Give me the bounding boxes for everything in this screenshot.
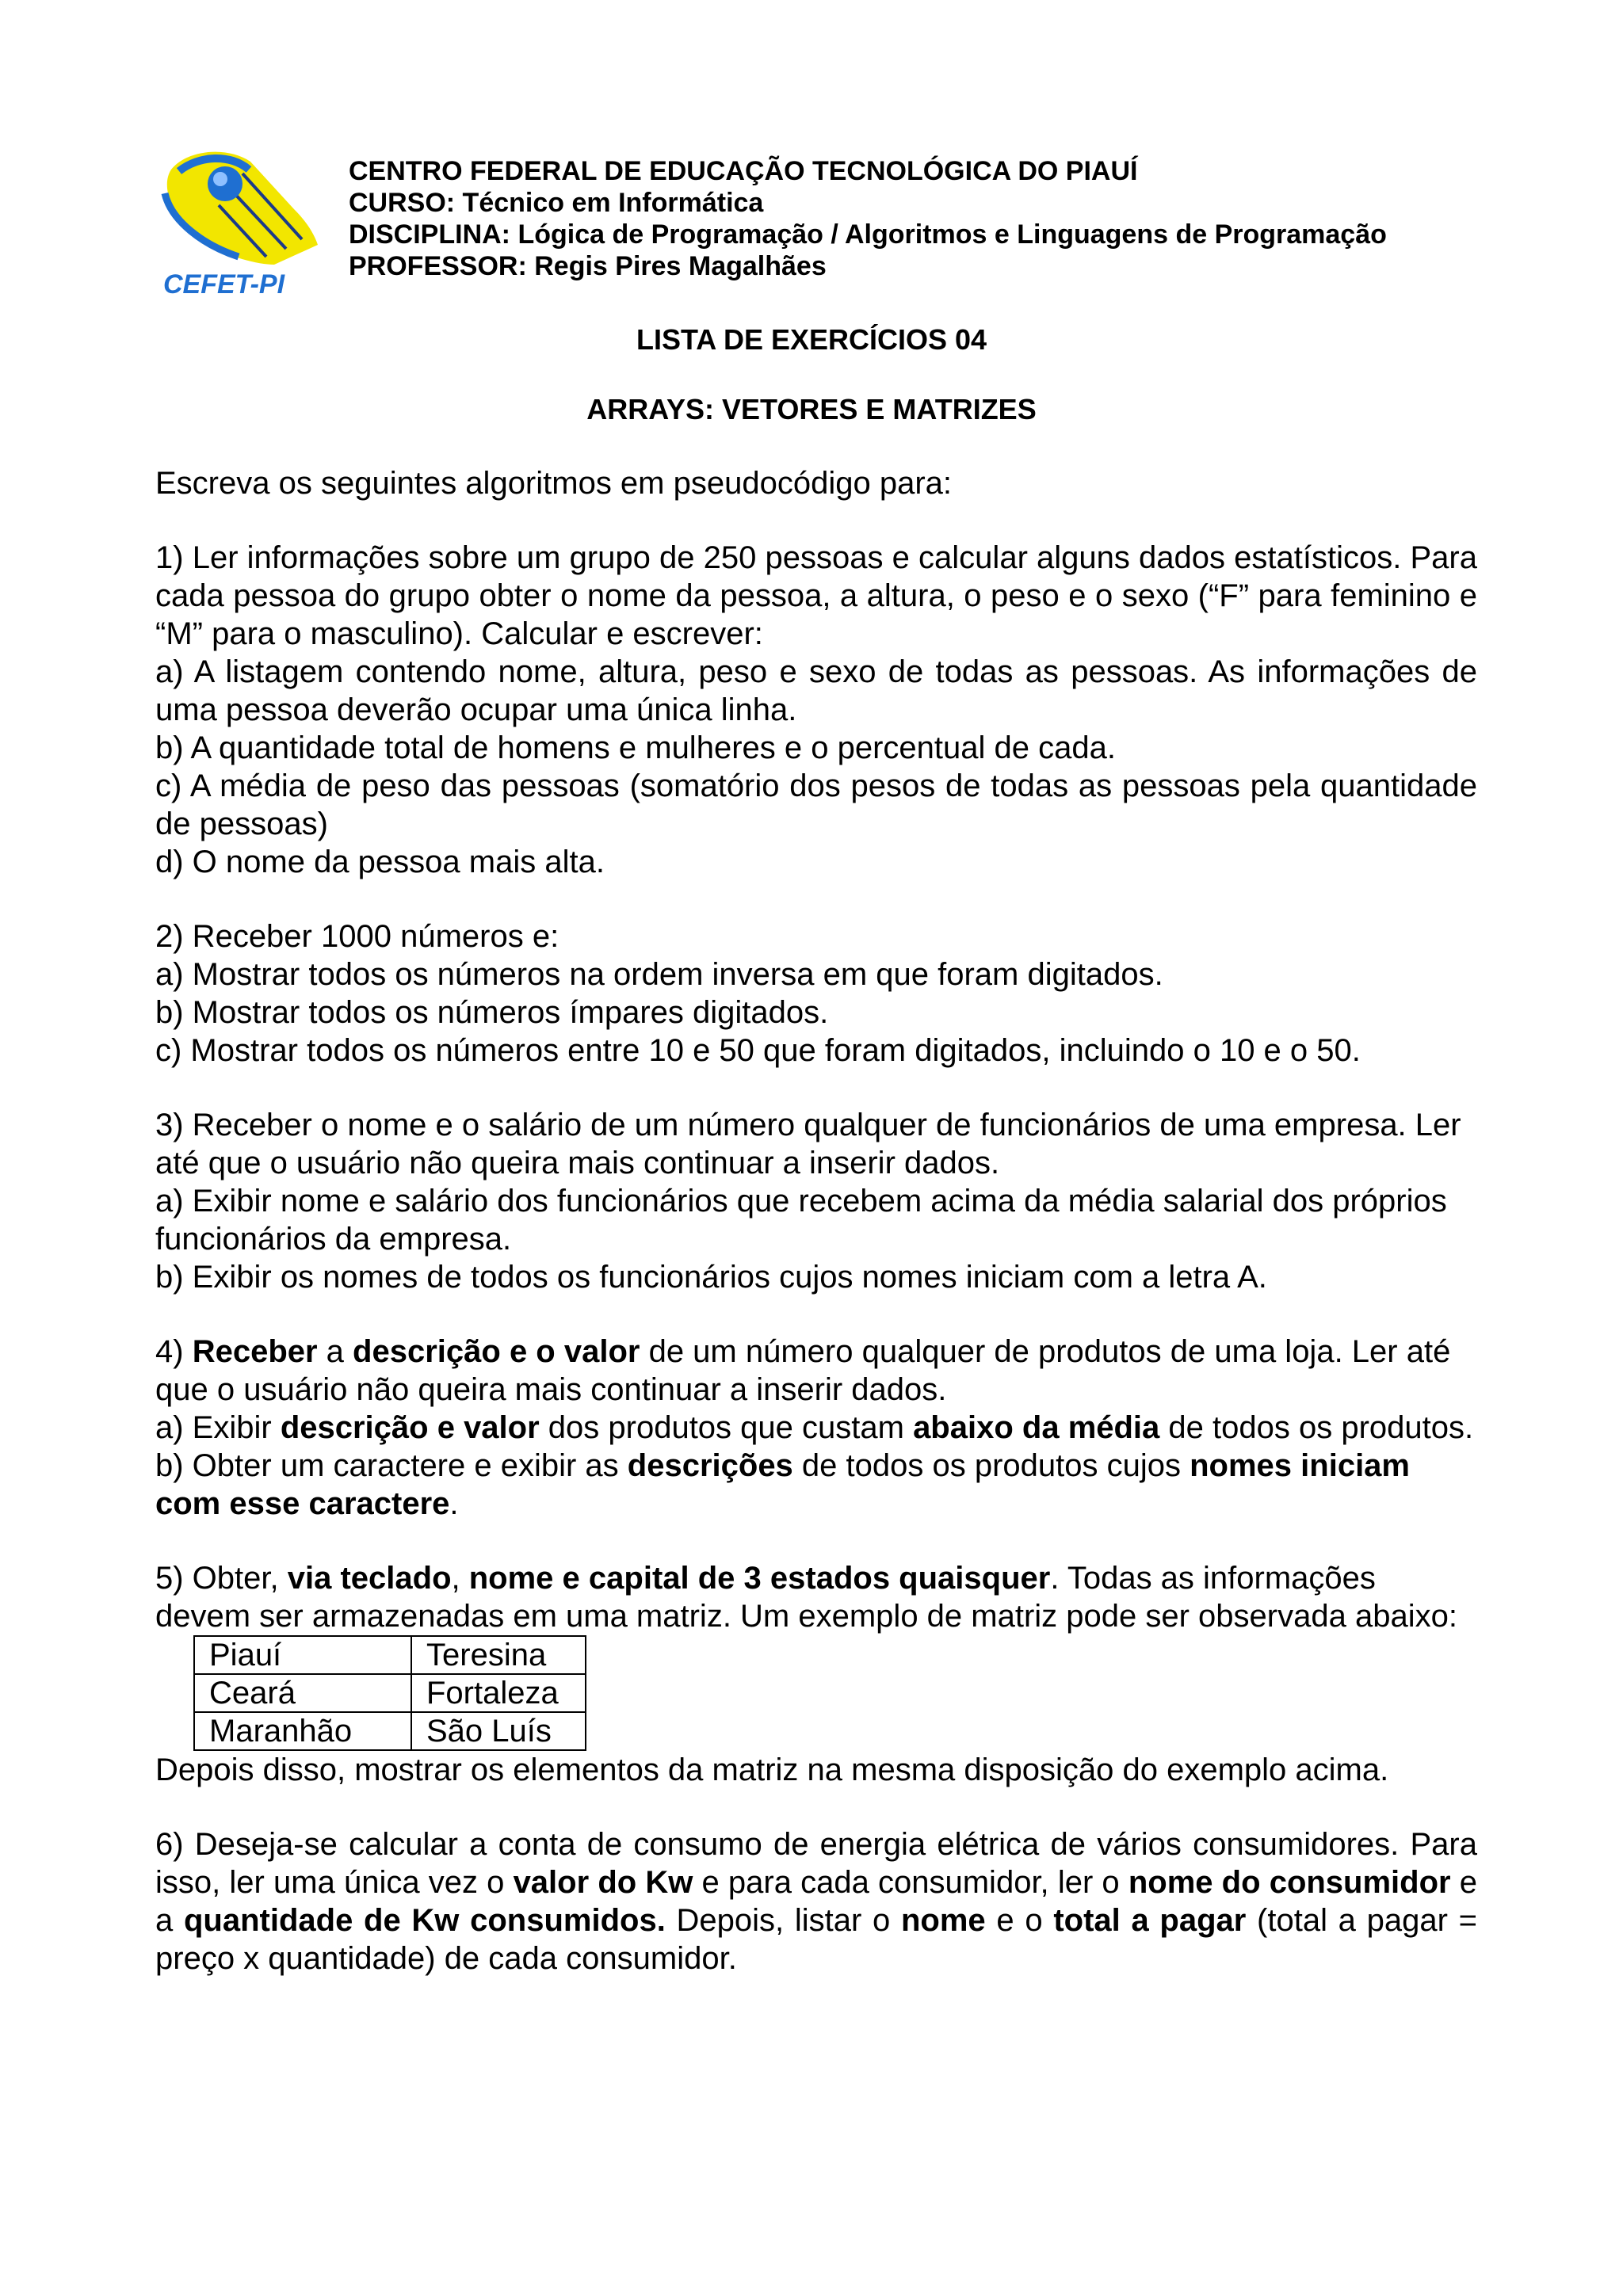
exercise-3: 3) Receber o nome e o salário de um número qualquer de funcionários de uma empresa. Ler até que o usuário não queira mais continuar a inserir dados.	[155, 1108, 1461, 1180]
matrix-cell: São Luís	[411, 1712, 586, 1750]
exercise-2-a: a) Mostrar todos os números na ordem inversa em que foram digitados.	[155, 957, 1163, 992]
course-line: CURSO: Técnico em Informática	[349, 188, 764, 218]
exercise-list	[155, 464, 1477, 1978]
exercise-5-after: Depois disso, mostrar os elementos da matriz na mesma disposição do exemplo acima.	[155, 1753, 1389, 1787]
exercise-1-a: a) A listagem contendo nome, altura, peso e sexo de todas as pessoas. As informações de uma pessoa deverão ocupar uma única linha.	[155, 654, 1477, 727]
discipline-line: DISCIPLINA: Lógica de Programação / Algoritmos e Linguagens de Programação	[349, 219, 1387, 250]
exercise-2: 2) Receber 1000 números e:	[155, 919, 559, 954]
intro-text: Escreva os seguintes algoritmos em pseudocódigo para:	[155, 466, 952, 501]
table-row	[194, 1636, 586, 1674]
matrix-cell: Ceará	[194, 1674, 411, 1712]
page-subtitle: ARRAYS: VETORES E MATRIZES	[586, 393, 1037, 425]
exercise-1-d: d) O nome da pessoa mais alta.	[155, 845, 605, 879]
matrix-cell: Fortaleza	[411, 1674, 586, 1712]
professor-line: PROFESSOR: Regis Pires Magalhães	[349, 251, 827, 281]
matrix-cell: Piauí	[194, 1636, 411, 1674]
exercise-3-a: a) Exibir nome e salário dos funcionários que recebem acima da média salarial dos próprios funcionários da empresa.	[155, 1184, 1447, 1257]
matrix-cell: Teresina	[411, 1636, 586, 1674]
institution-name: CENTRO FEDERAL DE EDUCAÇÃO TECNOLÓGICA DO PIAUÍ	[349, 156, 1138, 186]
table-row	[194, 1712, 586, 1750]
logo-emblem-icon	[155, 146, 330, 301]
exercise-1-b: b) A quantidade total de homens e mulheres e o percentual de cada.	[155, 730, 1116, 765]
exercise-2-c: c) Mostrar todos os números entre 10 e 50 que foram digitados, incluindo o 10 e o 50.	[155, 1033, 1361, 1068]
svg-text:CEFET-PI: CEFET-PI	[163, 269, 285, 299]
example-matrix-table	[193, 1635, 586, 1751]
matrix-cell: Maranhão	[194, 1712, 411, 1750]
exercise-5: 5) Obter, via teclado, nome e capital de 3 estados quaisquer. Todas as informações devem ser armazenadas em uma matriz. Um exemplo de matriz pode ser observada abaixo:	[155, 1561, 1457, 1634]
exercise-2-b: b) Mostrar todos os números ímpares digitados.	[155, 995, 829, 1030]
table-row	[194, 1674, 586, 1712]
document-header	[349, 155, 1506, 282]
exercise-4: 4) Receber a descrição e o valor de um número qualquer de produtos de uma loja. Ler até que o usuário não queira mais continuar a inserir dados.	[155, 1334, 1451, 1407]
exercise-1: 1) Ler informações sobre um grupo de 250 pessoas e calcular alguns dados estatísticos. Para cada pessoa do grupo obter o nome da pessoa, a altura, o peso e o sexo (“F” para feminino e “M” para o masculino). Calcular e escrever:	[155, 540, 1477, 651]
cefet-pi-logo	[155, 146, 330, 301]
exercise-6: 6) Deseja-se calcular a conta de consumo de energia elétrica de vários consumidores. Para isso, ler uma única vez o valor do Kw e para cada consumidor, ler o nome do consumidor e a quantidade de Kw consumidos. Depois, listar o nome e o total a pagar (total a pagar = preço x quantidade) de cada consumidor.	[155, 1827, 1478, 1976]
page-title: LISTA DE EXERCÍCIOS 04	[636, 323, 987, 356]
exercise-3-b: b) Exibir os nomes de todos os funcionários cujos nomes iniciam com a letra A.	[155, 1260, 1267, 1295]
exercise-4-a: a) Exibir descrição e valor dos produtos que custam abaixo da média de todos os produtos.	[155, 1410, 1474, 1445]
exercise-4-b: b) Obter um caractere e exibir as descrições de todos os produtos cujos nomes iniciam com esse caractere.	[155, 1448, 1410, 1521]
exercise-1-c: c) A média de peso das pessoas (somatório dos pesos de todas as pessoas pela quantidade de pessoas)	[155, 769, 1477, 841]
